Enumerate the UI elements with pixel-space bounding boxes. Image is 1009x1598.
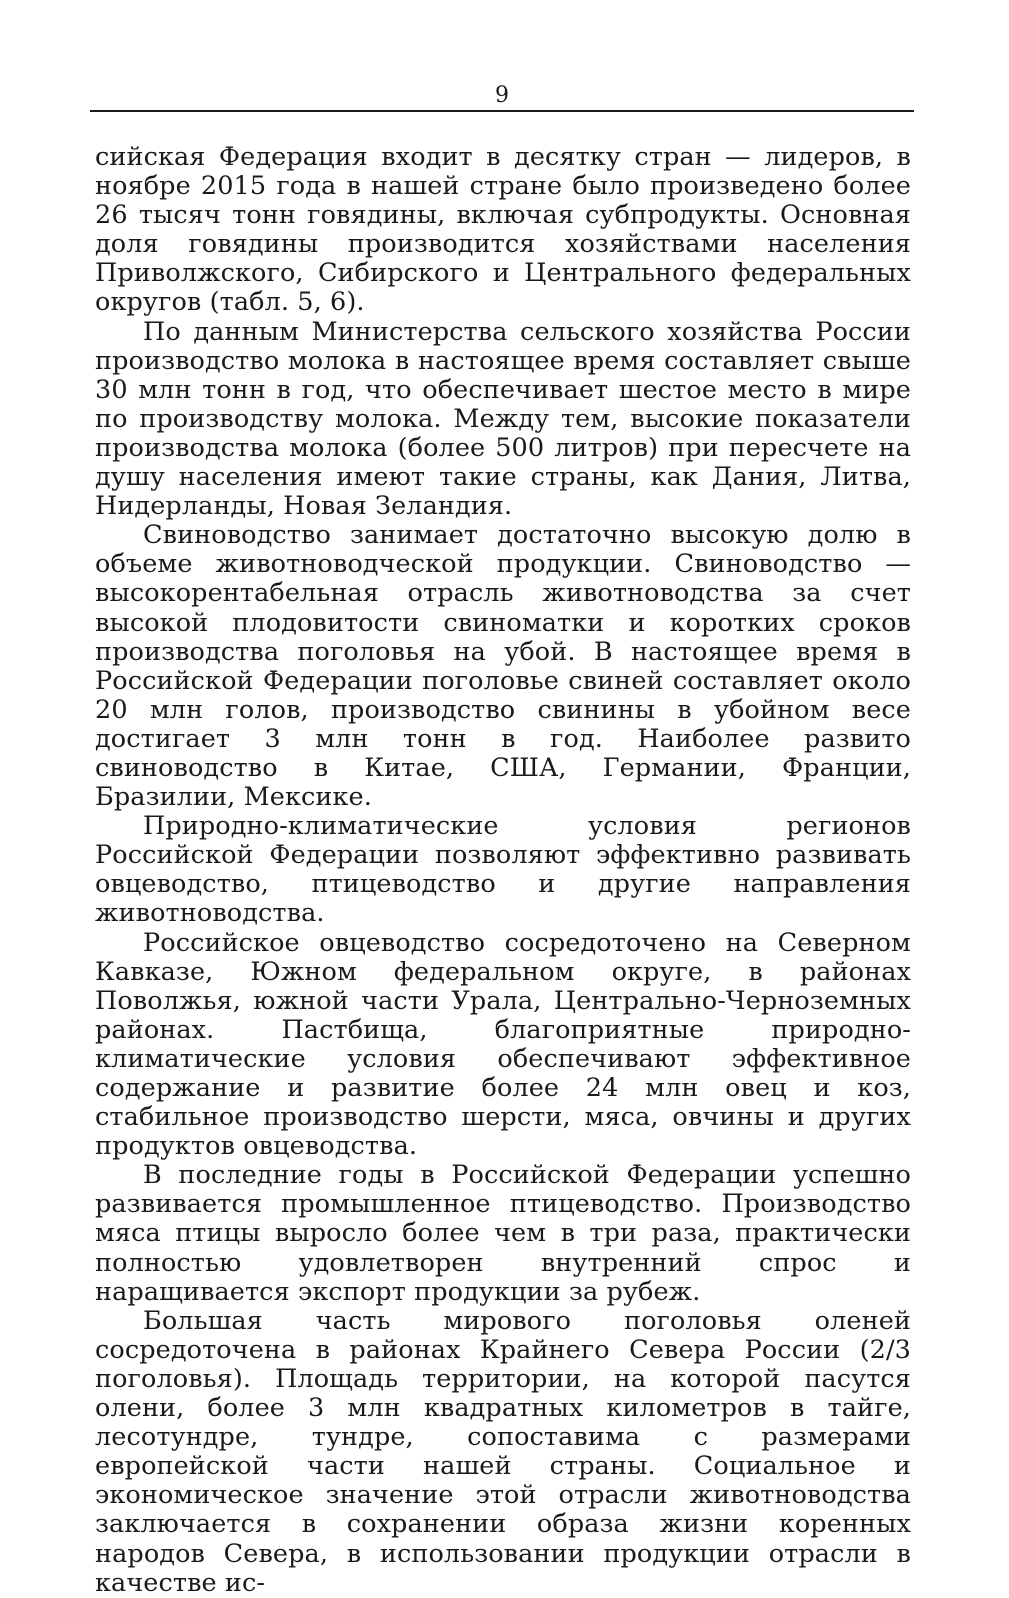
page-number: 9: [495, 83, 509, 108]
running-header: [90, 82, 914, 112]
paragraph-natural-conditions: Природно-климатические условия регионов Российской Федерации позволяют эффективно развивать овцеводство, птицеводство и другие направления животноводства.: [95, 811, 911, 929]
paragraph-sheep-farming: Российское овцеводство сосредоточено на Северном Кавказе, Южном федеральном округе, в районах Поволжья, южной части Урала, Центрально-Черноземных районах. Пастбища, благоприятные природно-климатические условия обеспечивают эффективное содержание и развитие более 24 млн овец и коз, стабильное производство шерсти, мяса, овчины и других продуктов овцеводства.: [95, 927, 911, 1162]
paragraph-milk-production: По данным Министерства сельского хозяйства России производство молока в настоящее время составляет свыше 30 млн тонн в год, что обеспечивает шестое место в мире по производству молока. Между тем, высокие показатели производства молока (более 500 литров) при пересчете на душу населения имеют такие страны, как Дания, Литва, Нидерланды, Новая Зеландия.: [95, 316, 911, 522]
paragraph-beef-continuation: сийская Федерация входит в десятку стран — лидеров, в ноябре 2015 года в нашей стране было произведено более 26 тысяч тонн говядины, включая субпродукты. Основная доля говядины производится хозяйствами населения Приволжского, Сибирского и Центрального федеральных округов (табл. 5, 6).: [95, 142, 911, 318]
body-text: [95, 143, 911, 1598]
paragraph-poultry-farming: В последние годы в Российской Федерации успешно развивается промышленное птицеводство. Производство мяса птицы выросло более чем в три раза, практически полностью удовлетворен внутренний спрос и наращивается экспорт продукции за рубеж.: [95, 1160, 911, 1307]
paragraph-reindeer-herding: Большая часть мирового поголовья оленей сосредоточена в районах Крайнего Севера России (2/3 поголовья). Площадь территории, на которой пасутся олени, более 3 млн квадратных километров в тайге, лесотундре, тундре, сопоставима с размерами европейской части нашей страны. Социальное и экономическое значение этой отрасли животноводства заключается в сохранении образа жизни коренных народов Севера, в использовании продукции отрасли в качестве ис-: [95, 1305, 911, 1598]
paragraph-pig-farming: Свиноводство занимает достаточно высокую долю в объеме животноводческой продукции. Свиноводство — высокорентабельная отрасль животноводства за счет высокой плодовитости свиноматки и коротких сроков производства поголовья на убой. В настоящее время в Российской Федерации поголовье свиней составляет около 20 млн голов, производство свинины в убойном весе достигает 3 млн тонн в год. Наиболее развито свиноводство в Китае, США, Германии, Франции, Бразилии, Мексике.: [95, 520, 911, 813]
